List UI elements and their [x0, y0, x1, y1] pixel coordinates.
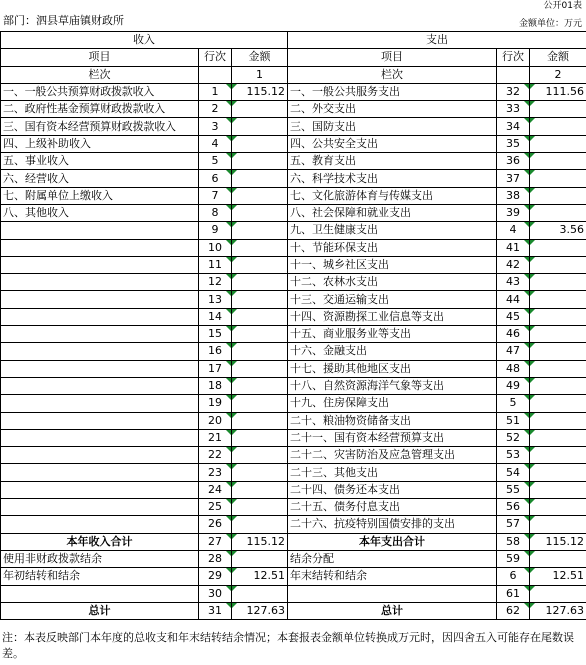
- expense-row-number: 44: [497, 291, 530, 308]
- table-row: [1, 256, 586, 273]
- expense-row-number: 52: [497, 429, 530, 446]
- table-row: [1, 308, 586, 325]
- income-item-cell: [1, 464, 199, 481]
- expense-item-cell: 十、节能环保支出: [288, 239, 497, 256]
- income-item-cell: [1, 412, 199, 429]
- expense-amount-cell: [530, 118, 586, 135]
- expense-amount-cell: 115.12: [530, 533, 586, 550]
- expense-row-number: 38: [497, 187, 530, 204]
- income-amount-cell: [232, 585, 288, 602]
- expense-amount-cell: [530, 585, 586, 602]
- income-row-number: 25: [199, 499, 232, 516]
- expense-amount-cell: [530, 239, 586, 256]
- expense-item-cell: 二十三、其他支出: [288, 464, 497, 481]
- table-row: [1, 187, 586, 204]
- expense-item-cell: 八、社会保障和就业支出: [288, 204, 497, 221]
- expense-amount-cell: 12.51: [530, 568, 586, 585]
- income-row-number: 12: [199, 274, 232, 291]
- table-row: [1, 83, 586, 100]
- expense-amount-header: 金额: [530, 49, 586, 66]
- expense-row-number: 62: [497, 602, 530, 619]
- income-row-number: 5: [199, 153, 232, 170]
- table-row: [1, 585, 586, 602]
- income-index-blank: [199, 66, 232, 83]
- income-item-cell: [1, 256, 199, 273]
- expense-amount-cell: [530, 308, 586, 325]
- income-amount-cell: [232, 447, 288, 464]
- expense-row-number: 54: [497, 464, 530, 481]
- expense-item-cell: 二十四、债务还本支出: [288, 481, 497, 498]
- expense-item-cell: 十八、自然资源海洋气象等支出: [288, 377, 497, 394]
- income-amount-cell: [232, 101, 288, 118]
- expense-item-cell: 二十一、国有资本经营预算支出: [288, 429, 497, 446]
- expense-index-number: 2: [530, 66, 586, 83]
- expense-item-cell: 三、国防支出: [288, 118, 497, 135]
- header-second: [0, 14, 586, 30]
- income-item-cell: 四、上级补助收入: [1, 135, 199, 152]
- expense-item-cell: 本年支出合计: [288, 533, 497, 550]
- table-row: [1, 481, 586, 498]
- table-row: [1, 412, 586, 429]
- expense-amount-cell: [530, 101, 586, 118]
- income-item-header: 项目: [1, 49, 199, 66]
- expense-amount-cell: [530, 343, 586, 360]
- expense-row-number: 47: [497, 343, 530, 360]
- table-row: [1, 239, 586, 256]
- table-row: [1, 118, 586, 135]
- table-row: [1, 447, 586, 464]
- table-row: [1, 429, 586, 446]
- table-row: [1, 360, 586, 377]
- expense-row-number: 36: [497, 153, 530, 170]
- expense-item-cell: 一、一般公共服务支出: [288, 83, 497, 100]
- income-amount-cell: 12.51: [232, 568, 288, 585]
- income-index-number: 1: [232, 66, 288, 83]
- income-item-cell: [1, 585, 199, 602]
- expense-row-number: 43: [497, 274, 530, 291]
- income-row-number: 2: [199, 101, 232, 118]
- expense-item-cell: 九、卫生健康支出: [288, 222, 497, 239]
- expense-amount-cell: [530, 377, 586, 394]
- income-row-number: 6: [199, 170, 232, 187]
- expense-row-number: 55: [497, 481, 530, 498]
- section-title-row: [1, 32, 586, 49]
- income-amount-cell: [232, 499, 288, 516]
- table-row: [1, 516, 586, 533]
- table-row: [1, 291, 586, 308]
- income-row-number: 10: [199, 239, 232, 256]
- expense-item-cell: 十二、农林水支出: [288, 274, 497, 291]
- expense-row-number: 35: [497, 135, 530, 152]
- income-row-number: 19: [199, 395, 232, 412]
- income-item-cell: [1, 447, 199, 464]
- income-item-cell: [1, 429, 199, 446]
- income-amount-cell: 115.12: [232, 533, 288, 550]
- income-row-number: 11: [199, 256, 232, 273]
- income-row-number: 3: [199, 118, 232, 135]
- income-row-number: 31: [199, 602, 232, 619]
- income-item-cell: [1, 395, 199, 412]
- income-amount-cell: [232, 170, 288, 187]
- expense-row-number: 42: [497, 256, 530, 273]
- income-item-cell: 二、政府性基金预算财政拨款收入: [1, 101, 199, 118]
- income-amount-cell: [232, 239, 288, 256]
- expense-row-number: 4: [497, 222, 530, 239]
- expense-row-header: 行次: [497, 49, 530, 66]
- table-row: [1, 499, 586, 516]
- expense-amount-cell: [530, 464, 586, 481]
- expense-index-blank: [497, 66, 530, 83]
- expense-row-number: 41: [497, 239, 530, 256]
- income-row-number: 30: [199, 585, 232, 602]
- income-amount-cell: [232, 118, 288, 135]
- expense-item-cell: 二十六、抗疫特别国债安排的支出: [288, 516, 497, 533]
- income-row-number: 26: [199, 516, 232, 533]
- grand-total-row: [1, 602, 586, 619]
- income-row-number: 8: [199, 204, 232, 221]
- expense-row-number: 51: [497, 412, 530, 429]
- income-amount-cell: [232, 464, 288, 481]
- income-item-cell: [1, 291, 199, 308]
- table-row: [1, 568, 586, 585]
- income-amount-cell: [232, 429, 288, 446]
- expense-amount-cell: 111.56: [530, 83, 586, 100]
- expense-item-cell: 二、外交支出: [288, 101, 497, 118]
- income-item-cell: 八、其他收入: [1, 204, 199, 221]
- income-row-number: 4: [199, 135, 232, 152]
- expense-amount-cell: 127.63: [530, 602, 586, 619]
- table-row: [1, 464, 586, 481]
- income-amount-header: 金额: [232, 49, 288, 66]
- income-row-number: 22: [199, 447, 232, 464]
- income-row-number: 21: [199, 429, 232, 446]
- income-section-title: 收入: [1, 32, 288, 49]
- expense-row-number: 49: [497, 377, 530, 394]
- income-item-cell: 年初结转和结余: [1, 568, 199, 585]
- header-top: [0, 0, 586, 12]
- income-amount-cell: [232, 274, 288, 291]
- income-item-cell: 三、国有资本经营预算财政拨款收入: [1, 118, 199, 135]
- expense-amount-cell: [530, 291, 586, 308]
- income-item-cell: 本年收入合计: [1, 533, 199, 550]
- table-body: [1, 32, 586, 620]
- income-item-cell: [1, 343, 199, 360]
- income-amount-cell: [232, 256, 288, 273]
- expense-row-number: 34: [497, 118, 530, 135]
- expense-item-cell: 结余分配: [288, 550, 497, 567]
- income-row-number: 7: [199, 187, 232, 204]
- footnote: 注：本表反映部门本年度的总收支和年末结转结余情况；本套报表金额单位转换成万元时，因四舍五入可能存在尾数误差。: [2, 631, 574, 660]
- income-item-cell: [1, 326, 199, 343]
- income-amount-cell: [232, 395, 288, 412]
- column-header-row: [1, 49, 586, 66]
- income-item-cell: 使用非财政拨款结余: [1, 550, 199, 567]
- table-row: [1, 204, 586, 221]
- budget-table: [0, 31, 586, 620]
- expense-row-number: 5: [497, 395, 530, 412]
- expense-amount-cell: [530, 412, 586, 429]
- income-amount-cell: [232, 481, 288, 498]
- expense-item-cell: 二十五、债务付息支出: [288, 499, 497, 516]
- income-row-number: 24: [199, 481, 232, 498]
- income-amount-cell: [232, 187, 288, 204]
- income-item-cell: 一、一般公共预算财政拨款收入: [1, 83, 199, 100]
- income-row-number: 27: [199, 533, 232, 550]
- table-row: [1, 550, 586, 567]
- income-item-cell: 六、经营收入: [1, 170, 199, 187]
- expense-row-number: 61: [497, 585, 530, 602]
- income-amount-cell: [232, 360, 288, 377]
- department-label: 部门：泗县草庙镇财政所: [3, 14, 124, 27]
- expense-item-cell: 十七、援助其他地区支出: [288, 360, 497, 377]
- expense-amount-cell: [530, 395, 586, 412]
- income-amount-cell: [232, 153, 288, 170]
- income-item-cell: 总计: [1, 602, 199, 619]
- expense-amount-cell: [530, 499, 586, 516]
- income-row-header: 行次: [199, 49, 232, 66]
- expense-amount-cell: [530, 274, 586, 291]
- income-item-cell: [1, 499, 199, 516]
- expense-row-number: 59: [497, 550, 530, 567]
- table-row: [1, 135, 586, 152]
- income-item-cell: 七、附属单位上缴收入: [1, 187, 199, 204]
- expense-item-cell: 六、科学技术支出: [288, 170, 497, 187]
- expense-amount-cell: [530, 170, 586, 187]
- income-amount-cell: [232, 377, 288, 394]
- expense-item-cell: 十一、城乡社区支出: [288, 256, 497, 273]
- income-row-number: 23: [199, 464, 232, 481]
- expense-row-number: 39: [497, 204, 530, 221]
- income-item-cell: [1, 516, 199, 533]
- expense-amount-cell: [530, 481, 586, 498]
- expense-row-number: 6: [497, 568, 530, 585]
- expense-amount-cell: [530, 550, 586, 567]
- expense-row-number: 37: [497, 170, 530, 187]
- expense-amount-cell: [530, 187, 586, 204]
- income-row-number: 14: [199, 308, 232, 325]
- income-item-cell: [1, 239, 199, 256]
- table-row: [1, 326, 586, 343]
- income-row-number: 28: [199, 550, 232, 567]
- income-row-number: 15: [199, 326, 232, 343]
- expense-index-label: 栏次: [288, 66, 497, 83]
- expense-row-number: 58: [497, 533, 530, 550]
- expense-item-cell: [288, 585, 497, 602]
- income-amount-cell: [232, 204, 288, 221]
- form-id: 公开01表: [543, 1, 582, 11]
- income-amount-cell: [232, 343, 288, 360]
- income-row-number: 13: [199, 291, 232, 308]
- income-row-number: 16: [199, 343, 232, 360]
- expense-item-cell: 十三、交通运输支出: [288, 291, 497, 308]
- expense-item-cell: 年末结转和结余: [288, 568, 497, 585]
- income-item-cell: [1, 481, 199, 498]
- table-row: [1, 170, 586, 187]
- table-row: [1, 395, 586, 412]
- expense-amount-cell: 3.56: [530, 222, 586, 239]
- unit-label: 金额单位：万元: [518, 19, 582, 29]
- income-amount-cell: [232, 550, 288, 567]
- expense-item-cell: 四、公共安全支出: [288, 135, 497, 152]
- income-amount-cell: [232, 135, 288, 152]
- expense-item-cell: 七、文化旅游体育与传媒支出: [288, 187, 497, 204]
- income-amount-cell: [232, 412, 288, 429]
- table-row: [1, 153, 586, 170]
- expense-row-number: 32: [497, 83, 530, 100]
- income-amount-cell: [232, 326, 288, 343]
- expense-amount-cell: [530, 153, 586, 170]
- expense-amount-cell: [530, 135, 586, 152]
- table-row: [1, 274, 586, 291]
- column-index-row: [1, 66, 586, 83]
- expense-row-number: 56: [497, 499, 530, 516]
- expense-row-number: 46: [497, 326, 530, 343]
- expense-amount-cell: [530, 360, 586, 377]
- expense-row-number: 53: [497, 447, 530, 464]
- expense-row-number: 33: [497, 101, 530, 118]
- income-row-number: 29: [199, 568, 232, 585]
- expense-amount-cell: [530, 256, 586, 273]
- expense-amount-cell: [530, 516, 586, 533]
- expense-amount-cell: [530, 326, 586, 343]
- expense-item-cell: 十四、资源勘探工业信息等支出: [288, 308, 497, 325]
- income-item-cell: [1, 377, 199, 394]
- expense-amount-cell: [530, 429, 586, 446]
- income-row-number: 18: [199, 377, 232, 394]
- expense-section-title: 支出: [288, 32, 586, 49]
- income-amount-cell: [232, 291, 288, 308]
- expense-amount-cell: [530, 447, 586, 464]
- expense-amount-cell: [530, 204, 586, 221]
- income-row-number: 17: [199, 360, 232, 377]
- expense-row-number: 57: [497, 516, 530, 533]
- income-amount-cell: [232, 516, 288, 533]
- expense-item-header: 项目: [288, 49, 497, 66]
- table-row: [1, 101, 586, 118]
- income-index-label: 栏次: [1, 66, 199, 83]
- expense-item-cell: 十五、商业服务业等支出: [288, 326, 497, 343]
- income-amount-cell: [232, 308, 288, 325]
- income-row-number: 20: [199, 412, 232, 429]
- table-row: [1, 343, 586, 360]
- income-item-cell: [1, 308, 199, 325]
- expense-item-cell: 二十、粮油物资储备支出: [288, 412, 497, 429]
- expense-item-cell: 二十二、灾害防治及应急管理支出: [288, 447, 497, 464]
- income-amount-cell: [232, 222, 288, 239]
- income-row-number: 9: [199, 222, 232, 239]
- expense-row-number: 45: [497, 308, 530, 325]
- expense-item-cell: 总计: [288, 602, 497, 619]
- income-amount-cell: 127.63: [232, 602, 288, 619]
- table-row: [1, 377, 586, 394]
- expense-item-cell: 十九、住房保障支出: [288, 395, 497, 412]
- expense-row-number: 48: [497, 360, 530, 377]
- income-item-cell: [1, 222, 199, 239]
- income-item-cell: 五、事业收入: [1, 153, 199, 170]
- income-item-cell: [1, 360, 199, 377]
- totals-row: [1, 533, 586, 550]
- income-item-cell: [1, 274, 199, 291]
- table-row: [1, 222, 586, 239]
- expense-item-cell: 五、教育支出: [288, 153, 497, 170]
- income-amount-cell: 115.12: [232, 83, 288, 100]
- income-row-number: 1: [199, 83, 232, 100]
- expense-item-cell: 十六、金融支出: [288, 343, 497, 360]
